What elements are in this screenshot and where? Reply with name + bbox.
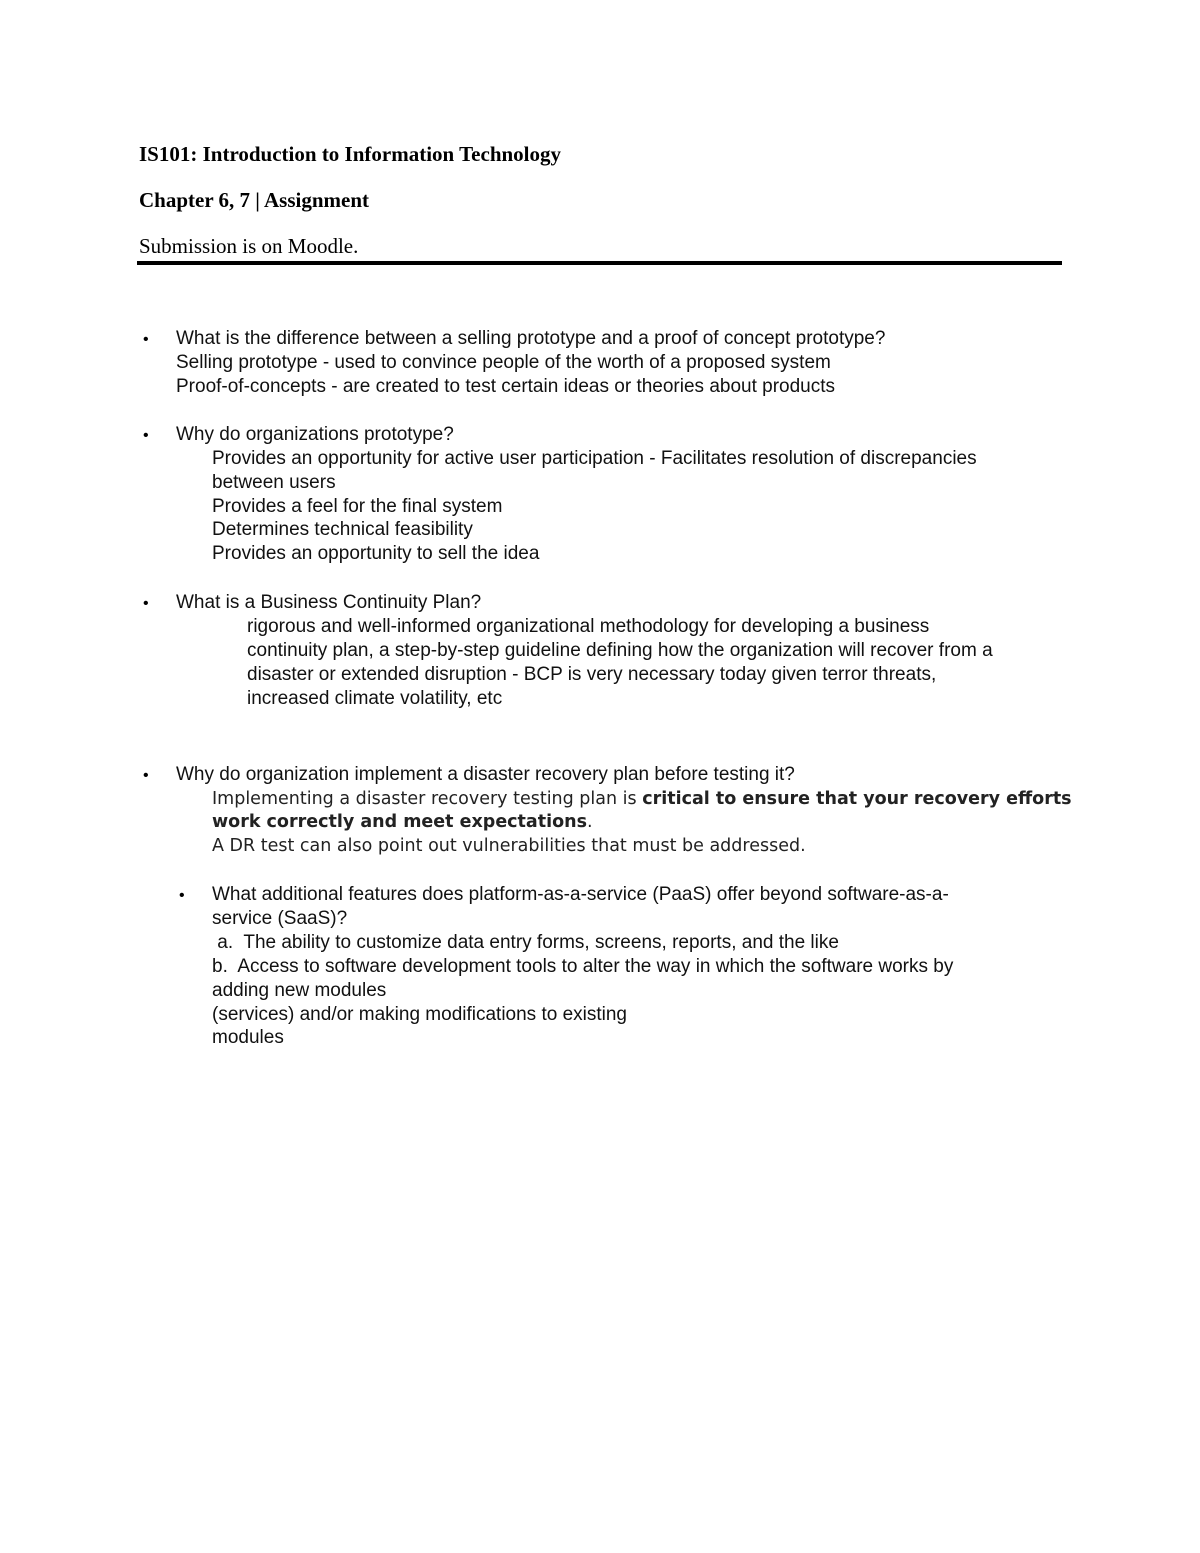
answer-4-line-1-bold: critical to ensure that your recovery efforts (642, 789, 1072, 809)
question-4: Why do organization implement a disaster recovery plan before testing it? (176, 764, 795, 785)
question-1: What is the difference between a selling prototype and a proof of concept prototype? (176, 328, 886, 349)
answer-1-line-2: Proof-of-concepts - are created to test certain ideas or theories about products (176, 376, 836, 397)
chapter-heading: Chapter 6, 7 | Assignment (139, 188, 370, 212)
question-5-line-1: What additional features does platform-as-a-service (PaaS) offer beyond software-as-a- (212, 884, 949, 905)
bullet-icon: • (143, 427, 149, 444)
bullet-icon: • (143, 767, 149, 784)
answer-2-line-4: Determines technical feasibility (212, 519, 473, 540)
answer-3-line-4: increased climate volatility, etc (247, 688, 503, 709)
answer-2-line-2: between users (212, 472, 336, 493)
header-divider (137, 261, 1062, 265)
bullet-icon: • (179, 887, 185, 904)
answer-2-line-1: Provides an opportunity for active user participation - Facilitates resolution of discrepancies (212, 448, 977, 469)
question-5-line-2: service (SaaS)? (212, 908, 348, 929)
answer-4-line-2 (212, 810, 593, 834)
answer-2-line-5: Provides an opportunity to sell the idea (212, 543, 540, 564)
bullet-icon: • (143, 595, 149, 612)
answer-5-line-5: modules (212, 1027, 284, 1048)
answer-3-line-3: disaster or extended disruption - BCP is very necessary today given terror threats, (247, 664, 937, 685)
answer-5-line-1: a. The ability to customize data entry forms, screens, reports, and the like (212, 932, 839, 953)
answer-4-line-2-plain: . (587, 812, 593, 832)
bullet-icon: • (143, 331, 149, 348)
question-2: Why do organizations prototype? (176, 424, 454, 445)
answer-2-line-3: Provides a feel for the final system (212, 496, 503, 517)
answer-5-line-3: adding new modules (212, 980, 387, 1001)
submission-note: Submission is on Moodle. (139, 234, 359, 258)
answer-4-line-1 (212, 787, 1072, 811)
course-title: IS101: Introduction to Information Technology (139, 142, 562, 166)
answer-1-line-1: Selling prototype - used to convince people of the worth of a proposed system (176, 352, 831, 373)
answer-4-line-2-bold: work correctly and meet expectations (212, 812, 587, 832)
question-3: What is a Business Continuity Plan? (176, 592, 482, 613)
answer-3-line-1: rigorous and well-informed organizational methodology for developing a business (247, 616, 930, 637)
answer-5-line-2: b. Access to software development tools to alter the way in which the software works by (212, 956, 954, 977)
answer-4-line-1-plain: Implementing a disaster recovery testing plan is (212, 789, 643, 809)
answer-3-line-2: continuity plan, a step-by-step guideline defining how the organization will recover from a (247, 640, 993, 661)
answer-5-line-4: (services) and/or making modifications to existing (212, 1004, 628, 1025)
answer-4-line-3: A DR test can also point out vulnerabilities that must be addressed. (212, 836, 806, 856)
